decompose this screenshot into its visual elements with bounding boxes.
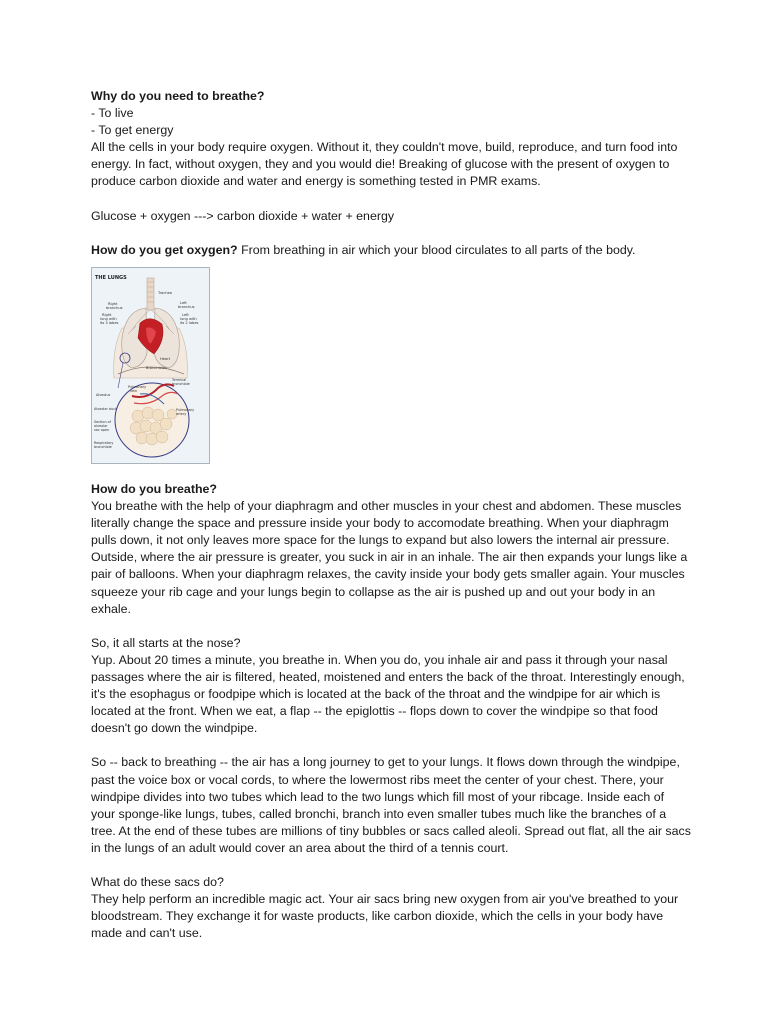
svg-text:Right: Right [108,301,118,306]
svg-text:alveolar: alveolar [94,423,108,428]
svg-text:bronchiole: bronchiole [172,381,190,386]
svg-text:lung with: lung with [180,316,197,321]
svg-text:bronchus: bronchus [178,304,195,309]
svg-text:artery: artery [176,411,187,416]
svg-text:Respiratory: Respiratory [94,440,114,445]
paragraph-sacs: They help perform an incredible magic act. Your air sacs bring new oxygen from air you've breathed to your bloodstream. They exchange it for waste products, like carbon dioxide, which the cells in your body have made and can't use. [91,892,679,941]
question-starts-at-nose: So, it all starts at the nose? [91,635,241,650]
question-sacs: What do these sacs do? [91,875,224,890]
paragraph-get-oxygen [91,242,691,259]
get-oxygen-answer: From breathing in air which your blood circulates to all parts of the body. [237,242,636,257]
heading-get-oxygen: How do you get oxygen? [91,242,238,257]
lungs-diagram-title: THE LUNGS [95,274,127,281]
svg-text:vein: vein [130,388,138,393]
heading-why-breathe: Why do you need to breathe? [91,89,265,103]
svg-text:Alveolus: Alveolus [96,392,111,397]
svg-text:Trachea: Trachea [158,290,173,295]
equation-respiration: Glucose + oxygen ---> carbon dioxide + water + energy [91,208,395,223]
paragraph-how-breathe: You breathe with the help of your diaphragm and other muscles in your chest and abdomen. These muscles literally change the space and pressure inside your body to accomodate breathing. When your diaphragm pulls down, it not only leaves more space for the lungs to expand but also lowers the internal air pressure. Outside, where the air pressure is greater, you suck in air in an inhale. The air then expands your lungs like a pair of balloons. When your diaphragm relaxes, the cavity inside your body gets smaller again. Your muscles squeeze your rib cage and your lungs begin to collapse as the air is pushed up and out your body in an exhale. [91,499,688,616]
svg-text:bronchiole: bronchiole [94,444,112,449]
svg-text:Heart: Heart [160,356,171,361]
svg-text:Pulmonary: Pulmonary [176,407,195,412]
svg-text:Section of: Section of [94,419,111,424]
svg-text:Left: Left [180,300,187,305]
lungs-diagram-image [91,267,210,464]
bullet-to-live: - To live [91,106,134,121]
svg-text:lung with: lung with [100,316,117,321]
svg-text:Left: Left [182,312,189,317]
heading-how-breathe: How do you breathe? [91,481,217,496]
svg-text:Right: Right [102,312,112,317]
svg-text:bronchus: bronchus [106,305,123,310]
svg-text:Pulmonary: Pulmonary [128,384,147,389]
svg-text:Bronchioles: Bronchioles [146,365,167,370]
paragraph-nose: Yup. About 20 times a minute, you breathe in. When you do, you inhale air and pass it through your nasal passages where the air is filtered, heated, moistened and enters the back of the throat. Interestingly enough, it's the esophagus or foodpipe which is located at the back of the throat and the windpipe for air which is located at the front. When we eat, a flap -- the epiglottis -- flops down to cover the windpipe so that food doesn't go down the windpipe. [91,652,685,736]
svg-text:sac open: sac open [94,427,110,432]
bullet-to-get-energy: - To get energy [91,123,174,138]
lungs-illustration [92,268,209,463]
document-page [91,88,691,942]
svg-text:its 3 lobes: its 3 lobes [100,320,119,325]
svg-text:Terminal: Terminal [172,377,187,382]
paragraph-air-journey: So -- back to breathing -- the air has a long journey to get to your lungs. It flows down through the windpipe, past the voice box or vocal cords, to where the lowermost ribs meet the center of your chest. There, your windpipe divides into two tubes which lead to the two lungs which fill most of your ribcage. Inside each of your sponge-like lungs, tubes, called bronchi, branch into even smaller tubes much like the branches of a tree. At the end of these tubes are millions of tiny bubbles or sacs called aleoli. Spread out flat, all the air sacs in the lungs of an adult would cover an area about the third of a tennis court. [91,755,691,855]
svg-text:Alveolar duct: Alveolar duct [94,406,117,411]
paragraph-oxygen-cells: All the cells in your body require oxygen. Without it, they couldn't move, build, reproduce, and turn food into energy. In fact, without oxygen, they and you would die! Breaking of glucose with the present of oxygen to produce carbon dioxide and water and energy is something tested in PMR exams. [91,140,678,189]
svg-text:its 2 lobes: its 2 lobes [180,320,199,325]
